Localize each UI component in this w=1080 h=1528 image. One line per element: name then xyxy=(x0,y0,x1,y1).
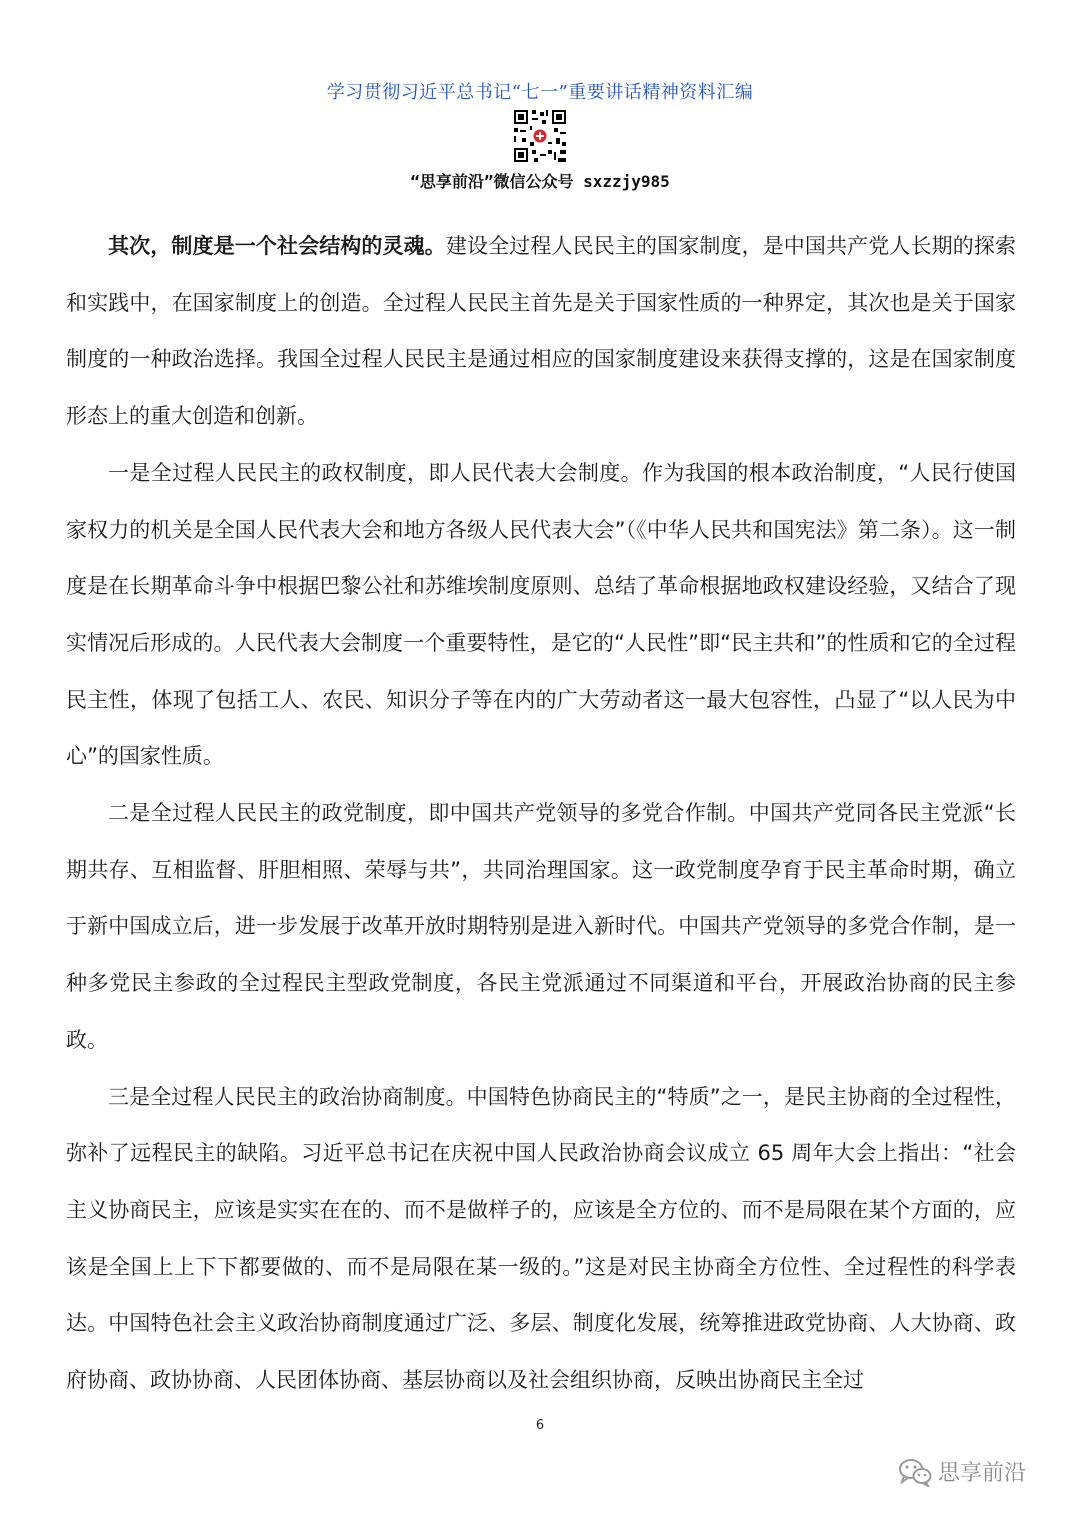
paragraph xyxy=(66,445,1016,785)
paragraph xyxy=(66,1069,1016,1409)
qr-code-icon xyxy=(512,108,568,164)
paragraph-text: 三是全过程人民民主的政治协商制度。中国特色协商民主的“特质”之一，是民主协商的全过程性，弥补了远程民主的缺陷。习近平总书记在庆祝中国人民政治协商会议成立 65 周年大会上指出：“社会主义协商民主，应该是实实在在的、而不是做样子的，应该是全方位的、而不是局限在某个方面的，应该是全国上上下下都要做的、而不是局限在某一级的。”这是对民主协商全方位性、全过程性的科学表达。中国特色社会主义政治协商制度通过广泛、多层、制度化发展，统筹推进政党协商、人大协商、政府协商、政协协商、人民团体协商、基层协商以及社会组织协商，反映出协商民主全过 xyxy=(66,1084,1016,1393)
page-number: 6 xyxy=(535,1418,545,1433)
wechat-icon xyxy=(898,1457,932,1487)
document-header-title: 学习贯彻习近平总书记“七一”重要讲话精神资料汇编 xyxy=(326,82,754,103)
paragraph xyxy=(66,218,1016,445)
paragraph-text: 建设全过程人民民主的国家制度，是中国共产党人长期的探索和实践中，在国家制度上的创造。全过程人民民主首先是关于国家性质的一种界定，其次也是关于国家制度的一种政治选择。我国全过程人民民主是通过相应的国家制度建设来获得支撑的，这是在国家制度形态上的重大创造和创新。 xyxy=(66,234,1016,429)
qr-code xyxy=(512,108,568,164)
paragraph-text: 一是全过程人民民主的政权制度，即人民代表大会制度。作为我国的根本政治制度，“人民行使国家权力的机关是全国人民代表大会和地方各级人民代表大会”（《中华人民共和国宪法》第二条）。这一制度是在长期革命斗争中根据巴黎公社和苏维埃制度原则、总结了革命根据地政权建设经验，又结合了现实情况后形成的。人民代表大会制度一个重要特性，是它的“人民性”即“民主共和”的性质和它的全过程民主性，体现了包括工人、农民、知识分子等在内的广大劳动者这一最大包容性，凸显了“以人民为中心”的国家性质。 xyxy=(66,460,1016,769)
paragraph-lead: 其次，制度是一个社会结构的灵魂。 xyxy=(108,234,446,258)
paragraph-text: 二是全过程人民民主的政党制度，即中国共产党领导的多党合作制。中国共产党同各民主党派“长期共存、互相监督、肝胆相照、荣辱与共”，共同治理国家。这一政党制度孕育于民主革命时期，确立于新中国成立后，进一步发展于改革开放时期特别是进入新时代。中国共产党领导的多党合作制，是一种多党民主参政的全过程民主型政党制度，各民主党派通过不同渠道和平台，开展政治协商的民主参政。 xyxy=(66,801,1016,1052)
document-body xyxy=(66,218,1016,1409)
watermark-text: 思享前沿 xyxy=(938,1461,1027,1486)
watermark xyxy=(898,1456,1026,1487)
paragraph xyxy=(66,785,1016,1069)
wechat-account-line: “思享前沿”微信公众号 sxzzjy985 xyxy=(410,172,670,191)
